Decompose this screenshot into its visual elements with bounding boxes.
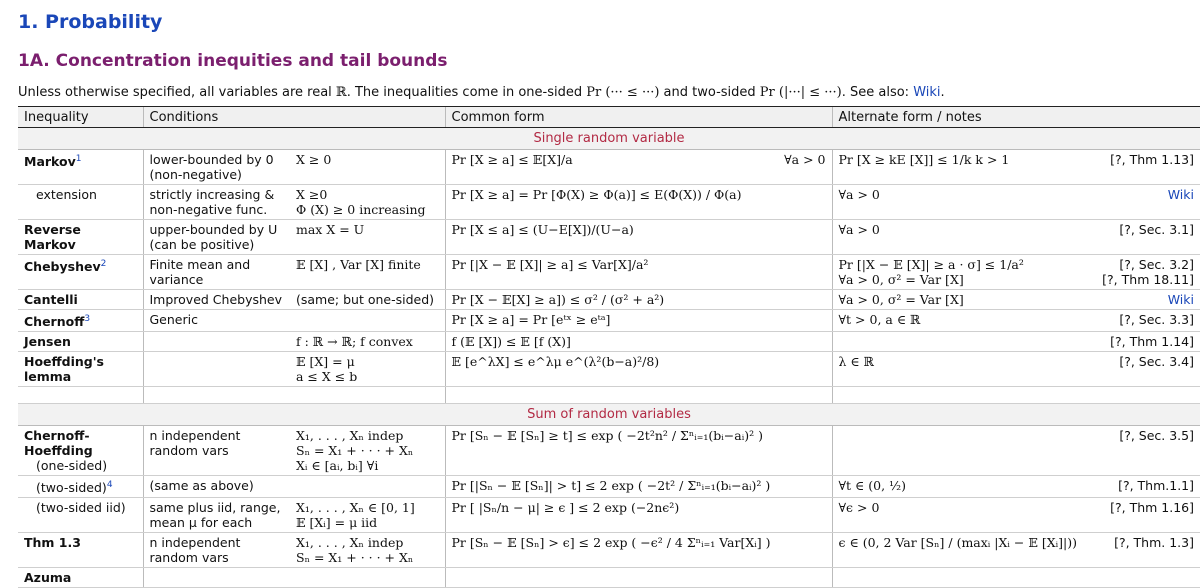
inequality-name: (two-sided)$^4$ <box>18 476 143 498</box>
condition-math: X₁, . . . , Xₙ ∈ [0, 1] 𝔼 [Xᵢ] = μ iid <box>290 498 445 533</box>
table-header-row <box>18 107 1200 128</box>
common-form: Pr [X ≥ a] ≤ 𝔼[X]/a ∀a > 0 <box>445 150 832 185</box>
reference: [?, Sec. 3.1] <box>1119 222 1194 237</box>
condition-math: X₁, . . . , Xₙ indep Sₙ = X₁ + · · · + Xₙ <box>290 533 445 568</box>
section-row-sum <box>18 404 1200 426</box>
alternate-form: ∀ϵ > 0 [?, Thm 1.16] <box>832 498 1200 533</box>
reference: [?, Thm.1.1] <box>1118 478 1194 494</box>
footnote-link[interactable]: 1 <box>75 154 82 164</box>
common-form: Pr [ |Sₙ/n − μ| ≥ ϵ ] ≤ 2 exp (−2nϵ²) <box>445 498 832 533</box>
table-row <box>18 290 1200 310</box>
table-row <box>18 150 1200 185</box>
spacer-row <box>18 387 1200 404</box>
condition-text: Finite mean and variance <box>143 255 290 290</box>
condition-text: (same as above) <box>143 476 290 498</box>
alternate-form: λ ∈ ℝ [?, Sec. 3.4] <box>832 352 1200 387</box>
table-row <box>18 426 1200 476</box>
reference: [?, Thm 1.14] <box>1110 334 1194 350</box>
common-form: Pr [X ≤ a] ≤ (U−E[X])/(U−a) <box>445 220 832 255</box>
inequality-name: Chebyshev$^2$ <box>18 255 143 290</box>
inequality-name: Reverse Markov <box>18 220 143 255</box>
condition-math: X ≥0 Φ (X) ≥ 0 increasing <box>290 185 445 220</box>
inequality-name: Jensen <box>18 332 143 352</box>
footnote-link[interactable]: 4 <box>106 480 113 491</box>
inequality-name: (two-sided iid) <box>18 498 143 533</box>
section-label: Sum of random variables <box>18 404 1200 426</box>
inequality-name: Chernoff-Hoeffding (one-sided) <box>18 426 143 476</box>
reference: [?, Sec. 3.2] [?, Thm 18.11] <box>1102 257 1194 287</box>
common-form: Pr [X ≥ a] = Pr [Φ(X) ≥ Φ(a)] ≤ E(Φ(X)) / Φ(a) <box>445 185 832 220</box>
common-form: Pr [X ≥ a] = Pr [eᵗˣ ≥ eᵗᵃ] <box>445 310 832 332</box>
alternate-form <box>832 426 1200 476</box>
inequality-name: Chernoff$^3$ <box>18 310 143 332</box>
footnote-link[interactable]: 2 <box>100 259 107 269</box>
intro-text: Unless otherwise specified, all variables are real <box>18 85 336 100</box>
column-header-inequality: Inequality <box>18 107 143 128</box>
condition-text: n independent random vars <box>143 533 290 568</box>
condition-math: 𝔼 [X] , Var [X] finite <box>290 255 445 290</box>
alternate-form: ∀t > 0, a ∈ ℝ [?, Sec. 3.3] <box>832 310 1200 332</box>
inequality-name: Cantelli <box>18 290 143 310</box>
subsection-heading: 1A. Concentration inequities and tail bounds <box>18 51 448 71</box>
inequalities-table <box>18 106 1200 588</box>
intro-text: and two-sided <box>659 85 760 100</box>
footnote-link[interactable]: 3 <box>84 314 91 324</box>
two-sided-notation: Pr (|···| ≤ ···) <box>759 85 842 100</box>
common-form: Pr [|X − 𝔼 [X]| ≥ a] ≤ Var[X]/a² <box>445 255 832 290</box>
alternate-form: ∀t ∈ (0, ½) [?, Thm.1.1] <box>832 476 1200 498</box>
inequality-name: Hoeffding's lemma <box>18 352 143 387</box>
wiki-link[interactable]: Wiki <box>1167 187 1194 202</box>
condition-math: f : ℝ → ℝ; f convex <box>290 332 445 352</box>
alternate-form: ϵ ∈ (0, 2 Var [Sₙ] / (maxᵢ |Xᵢ − 𝔼 [Xᵢ]|)) [?, Thm. 1.3] <box>832 533 1200 568</box>
reference: [?, Thm 1.16] <box>1110 500 1194 516</box>
table-row <box>18 476 1200 498</box>
table-row <box>18 220 1200 255</box>
condition-text <box>143 352 290 387</box>
wiki-link[interactable]: Wiki <box>1167 292 1194 307</box>
column-header-conditions: Conditions <box>143 107 445 128</box>
condition-text: Improved Chebyshev <box>143 290 290 310</box>
intro-text: . The inequalities come in one-sided <box>346 85 587 100</box>
table-row <box>18 310 1200 332</box>
condition-text: upper-bounded by U (can be positive) <box>143 220 290 255</box>
intro-paragraph <box>18 72 1200 102</box>
common-form: Pr [|Sₙ − 𝔼 [Sₙ]| > t] ≤ 2 exp ( −2t² / Σⁿᵢ₌₁(bᵢ−aᵢ)² ) <box>445 476 832 498</box>
reference: [?, Thm. 1.3] <box>1114 535 1194 551</box>
table-row <box>18 185 1200 220</box>
condition-math: X ≥ 0 <box>290 150 445 185</box>
reference: [?, Sec. 3.3] <box>1119 312 1194 327</box>
table-row <box>18 568 1200 588</box>
common-form: 𝔼 [e^λX] ≤ e^λμ e^(λ²(b−a)²/8) <box>445 352 832 387</box>
common-form: f (𝔼 [X]) ≤ 𝔼 [f (X)] <box>445 332 832 352</box>
column-header-alternate-form: Alternate form / notes <box>832 107 1200 128</box>
alternate-form: Pr [X ≥ kE [X]] ≤ 1/k k > 1 [?, Thm 1.13] <box>832 150 1200 185</box>
section-row-single <box>18 128 1200 150</box>
intro-text: . See also: <box>841 85 914 100</box>
table-row <box>18 533 1200 568</box>
condition-math: 𝔼 [X] = μ a ≤ X ≤ b <box>290 352 445 387</box>
common-form: Pr [Sₙ − 𝔼 [Sₙ] ≥ t] ≤ exp ( −2t²n² / Σⁿᵢ₌₁(bᵢ−aᵢ)² ) <box>445 426 832 476</box>
common-form: Pr [X − 𝔼[X] ≥ a]) ≤ σ² / (σ² + a²) <box>445 290 832 310</box>
condition-math: X₁, . . . , Xₙ indep Sₙ = X₁ + · · · + Xₙ Xᵢ ∈ [aᵢ, bᵢ] ∀i <box>290 426 445 476</box>
table-row <box>18 352 1200 387</box>
column-header-common-form: Common form <box>445 107 832 128</box>
reference: [?, Sec. 3.5] <box>1119 428 1194 444</box>
condition-text: strictly increasing & non-negative func. <box>143 185 290 220</box>
condition-text: Generic <box>143 310 290 332</box>
inequality-name: extension <box>18 185 143 220</box>
condition-math: (same; but one-sided) <box>290 290 445 310</box>
condition-text: lower-bounded by 0 (non-negative) <box>143 150 290 185</box>
alternate-form <box>832 332 1200 352</box>
inequality-name: Thm 1.3 <box>18 533 143 568</box>
condition-math <box>290 310 445 332</box>
common-form: Pr [Sₙ − 𝔼 [Sₙ] > ϵ] ≤ 2 exp ( −ϵ² / 4 Σⁿᵢ₌₁ Var[Xᵢ] ) <box>445 533 832 568</box>
reference: [?, Thm 1.13] <box>1110 152 1194 167</box>
condition-text: same plus iid, range, mean μ for each <box>143 498 290 533</box>
condition-math: max X = U <box>290 220 445 255</box>
condition-text: n independent random vars <box>143 426 290 476</box>
inequality-name: Azuma <box>18 568 143 588</box>
table-row <box>18 332 1200 352</box>
alternate-form: ∀a > 0 [?, Sec. 3.1] <box>832 220 1200 255</box>
alternate-form: Pr [|X − 𝔼 [X]| ≥ a · σ] ≤ 1/a² ∀a > 0, σ² = Var [X] [?, Sec. 3.2] [?, Thm 18.11] <box>832 255 1200 290</box>
table-row <box>18 498 1200 533</box>
wiki-link[interactable]: Wiki <box>913 85 941 100</box>
table-row <box>18 255 1200 290</box>
condition-text <box>143 332 290 352</box>
section-heading: 1. Probability <box>18 11 163 33</box>
section-label: Single random variable <box>18 128 1200 150</box>
inequality-name: Markov$^1$ <box>18 150 143 185</box>
reals-symbol: ℝ <box>335 85 347 100</box>
one-sided-notation: Pr (··· ≤ ···) <box>586 85 660 100</box>
alternate-form: ∀a > 0, σ² = Var [X] Wiki <box>832 290 1200 310</box>
condition-math <box>290 476 445 498</box>
reference: [?, Sec. 3.4] <box>1119 354 1194 370</box>
intro-text: . <box>940 85 945 100</box>
alternate-form: ∀a > 0 Wiki <box>832 185 1200 220</box>
